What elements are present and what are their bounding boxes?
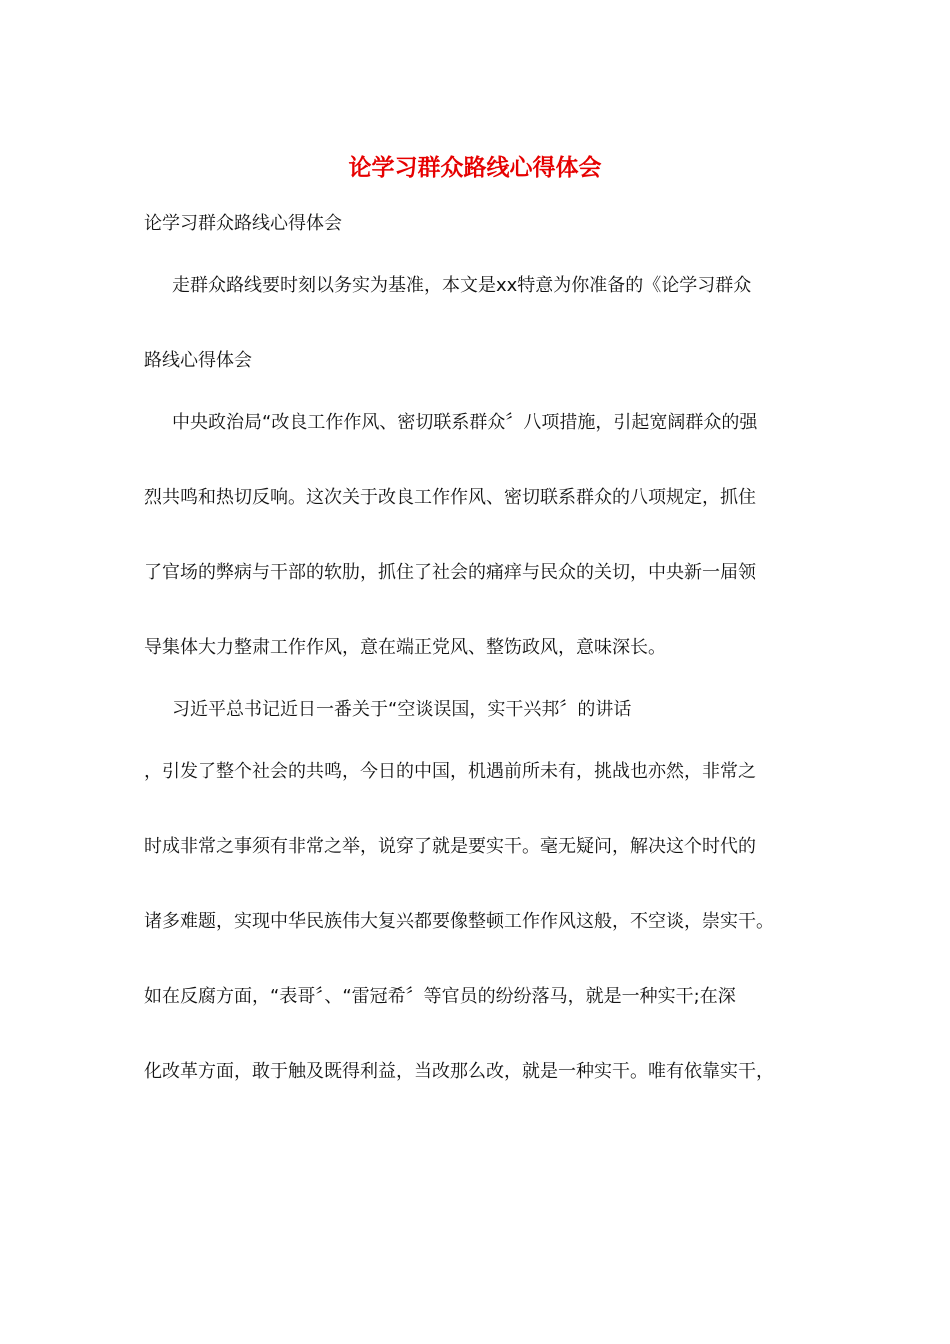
paragraph-line: 了官场的弊病与干部的软肋，抓住了社会的痛痒与民众的关切，中央新一届领 bbox=[144, 562, 756, 583]
paragraph-line: 如在反腐方面，“表哥〞、“雷冠希〞等官员的纷纷落马，就是一种实干;在深 bbox=[144, 986, 736, 1007]
paragraph-line: 导集体大力整肃工作作风，意在端正党风、整饬政风，意味深长。 bbox=[144, 637, 666, 658]
paragraph-line: 路线心得体会 bbox=[144, 350, 252, 371]
document-title: 论学习群众路线心得体会 bbox=[348, 154, 602, 181]
paragraph-line: 化改革方面，敢于触及既得利益，当改那么改，就是一种实干。唯有依靠实干， bbox=[144, 1061, 774, 1082]
paragraph-line: 习近平总书记近日一番关于“空谈误国，实干兴邦〞的讲话 bbox=[172, 699, 632, 720]
paragraph-line: 时成非常之事须有非常之举，说穿了就是要实干。毫无疑问，解决这个时代的 bbox=[144, 836, 756, 857]
paragraph-line: 诸多难题，实现中华民族伟大复兴都要像整顿工作作风这般，不空谈，崇实干。 bbox=[144, 911, 774, 932]
paragraph-line: 走群众路线要时刻以务实为基准，本文是xx特意为你准备的《论学习群众 bbox=[172, 275, 752, 296]
paragraph-line: 烈共鸣和热切反响。这次关于改良工作作风、密切联系群众的八项规定，抓住 bbox=[144, 487, 756, 508]
paragraph-line: ，引发了整个社会的共鸣，今日的中国，机遇前所未有，挑战也亦然，非常之 bbox=[144, 761, 756, 782]
subtitle-line: 论学习群众路线心得体会 bbox=[144, 213, 342, 234]
paragraph-line: 中央政治局“改良工作作风、密切联系群众〞八项措施，引起宽阔群众的强 bbox=[172, 412, 758, 433]
